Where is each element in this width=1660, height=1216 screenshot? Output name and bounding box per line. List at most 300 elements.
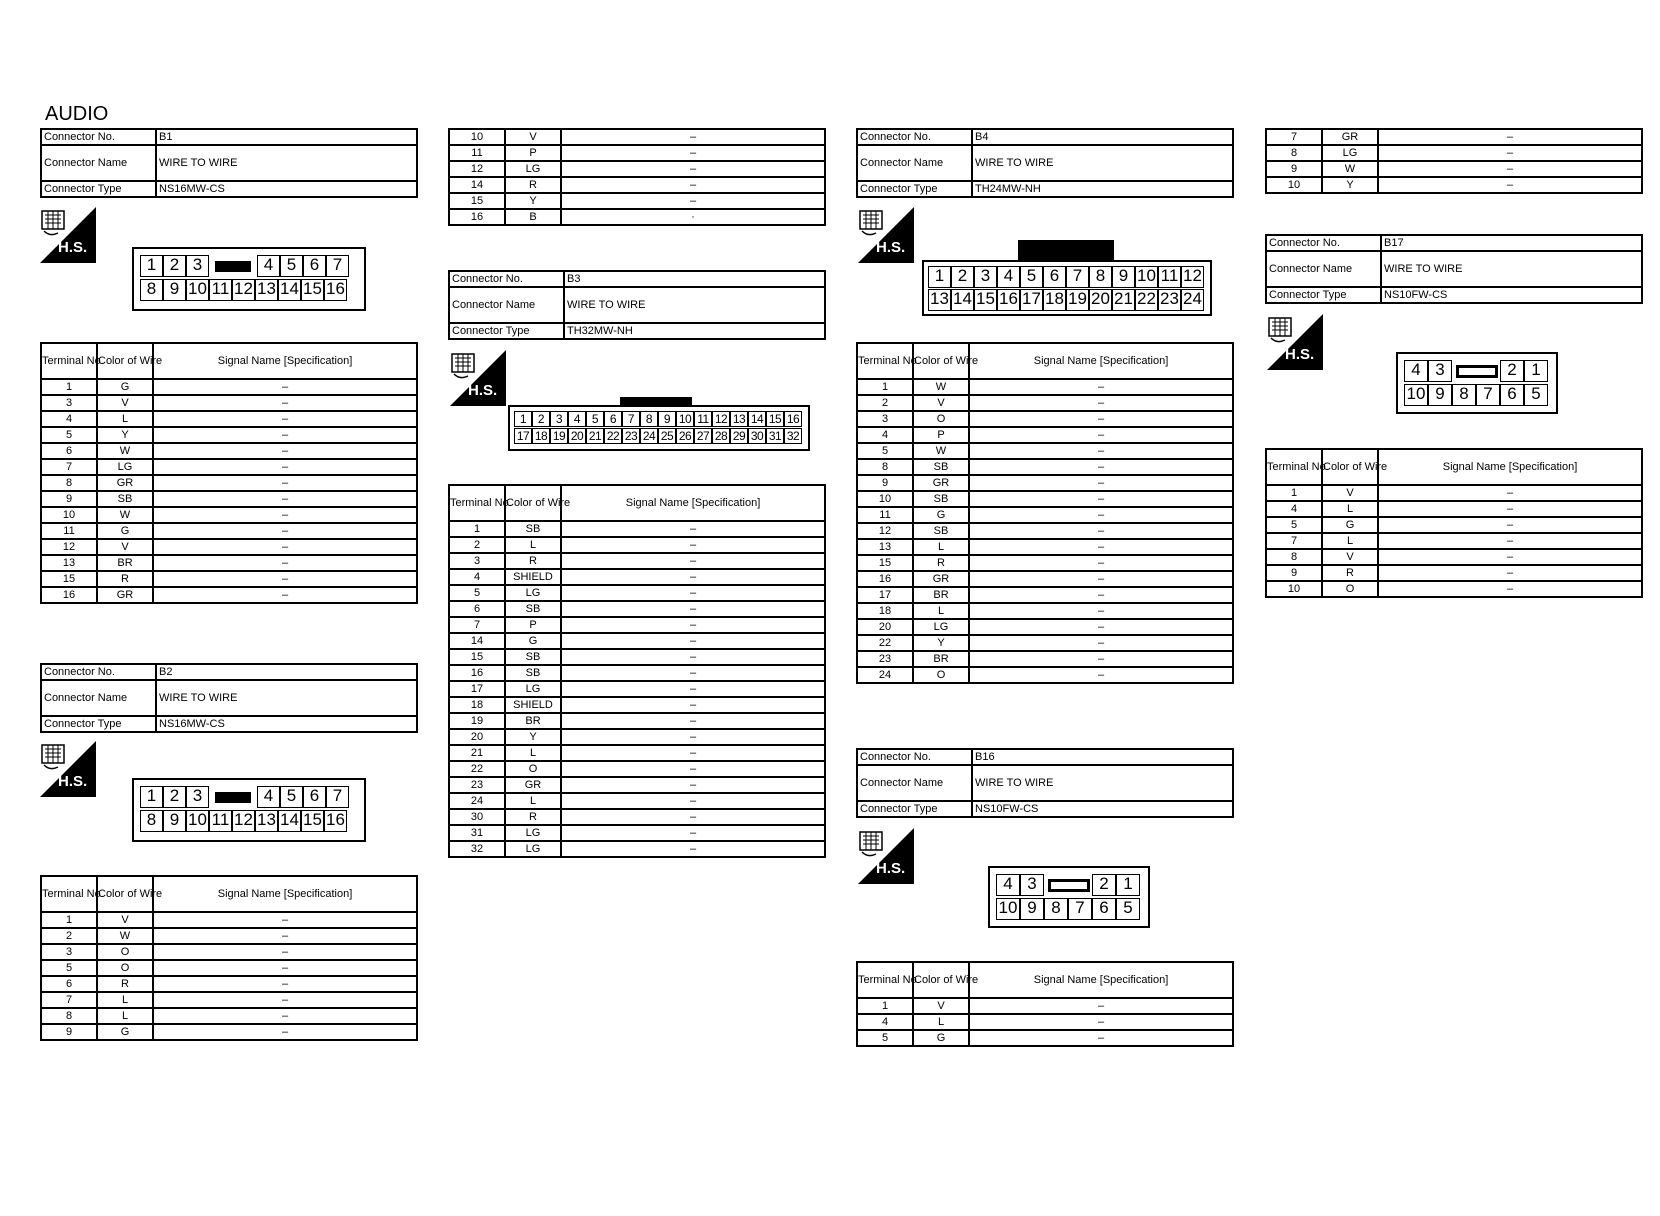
header-terminal-no: Terminal No. bbox=[449, 485, 505, 521]
hs-badge-text: H.S. bbox=[58, 239, 88, 256]
cavity-label: 6 bbox=[303, 255, 326, 277]
header-terminal-no: Terminal No. bbox=[41, 343, 97, 379]
header-color-of-wire: Color of Wire bbox=[1322, 449, 1378, 485]
cavity-label: 2 bbox=[532, 411, 550, 427]
connector-type-value: TH32MW-NH bbox=[564, 323, 825, 339]
key-block bbox=[215, 261, 251, 272]
wire-color: L bbox=[913, 1014, 969, 1030]
signal-name: – bbox=[1378, 517, 1642, 533]
terminal-table bbox=[40, 875, 418, 1041]
key-slot bbox=[1456, 365, 1498, 378]
key-hood bbox=[620, 397, 692, 407]
table-header-row bbox=[41, 343, 417, 379]
cavity-label: 19 bbox=[550, 428, 568, 444]
signal-name: – bbox=[969, 507, 1233, 523]
table-row bbox=[857, 619, 1233, 635]
wire-color: SB bbox=[505, 649, 561, 665]
wire-color: R bbox=[97, 571, 153, 587]
label-connector-no: Connector No. bbox=[857, 129, 972, 145]
wire-color: G bbox=[97, 523, 153, 539]
signal-name: – bbox=[153, 555, 417, 571]
cavity-label: 17 bbox=[514, 428, 532, 444]
terminal-no: 13 bbox=[41, 555, 97, 571]
label-connector-name: Connector Name bbox=[857, 145, 972, 181]
wire-color: V bbox=[1322, 549, 1378, 565]
wire-color: SHIELD bbox=[505, 697, 561, 713]
wire-color: G bbox=[913, 1030, 969, 1046]
wire-color: SB bbox=[913, 459, 969, 475]
table-row bbox=[449, 145, 825, 161]
terminal-no: 6 bbox=[41, 976, 97, 992]
terminal-no: 16 bbox=[41, 587, 97, 603]
table-row bbox=[857, 427, 1233, 443]
terminal-no: 3 bbox=[41, 395, 97, 411]
cavity-label: 11 bbox=[1158, 266, 1181, 288]
label-connector-type: Connector Type bbox=[41, 181, 156, 197]
terminal-table bbox=[856, 342, 1234, 684]
table-row bbox=[1266, 145, 1642, 161]
cavity-label: 18 bbox=[1043, 289, 1066, 311]
header-color-of-wire: Color of Wire bbox=[913, 962, 969, 998]
terminal-no: 1 bbox=[449, 521, 505, 537]
label-connector-name: Connector Name bbox=[857, 765, 972, 801]
cavity-label: 11 bbox=[209, 810, 232, 832]
cavity-label: 1 bbox=[140, 255, 163, 277]
signal-name: – bbox=[561, 161, 825, 177]
table-row bbox=[41, 992, 417, 1008]
cavity-label: 28 bbox=[712, 428, 730, 444]
wire-color: LG bbox=[505, 585, 561, 601]
table-row bbox=[449, 553, 825, 569]
terminal-no: 9 bbox=[41, 491, 97, 507]
table-row bbox=[1266, 517, 1642, 533]
signal-name: – bbox=[969, 379, 1233, 395]
terminal-no: 14 bbox=[449, 177, 505, 193]
signal-name: – bbox=[1378, 161, 1642, 177]
terminal-no: 22 bbox=[449, 761, 505, 777]
terminal-no: 20 bbox=[857, 619, 913, 635]
wire-color: O bbox=[97, 944, 153, 960]
terminal-no: 1 bbox=[41, 379, 97, 395]
table-row bbox=[1266, 161, 1642, 177]
label-connector-no: Connector No. bbox=[1266, 235, 1381, 251]
cavity-label: 10 bbox=[996, 898, 1020, 920]
cavity-label: 4 bbox=[257, 255, 280, 277]
signal-name: – bbox=[969, 619, 1233, 635]
signal-name: – bbox=[561, 521, 825, 537]
terminal-no: 17 bbox=[449, 681, 505, 697]
wire-color: SB bbox=[505, 601, 561, 617]
cavity-label: 32 bbox=[784, 428, 802, 444]
table-row bbox=[857, 443, 1233, 459]
signal-name: – bbox=[969, 667, 1233, 683]
terminal-no: 3 bbox=[857, 411, 913, 427]
wire-color: Y bbox=[505, 193, 561, 209]
terminal-no: 32 bbox=[449, 841, 505, 857]
table-row bbox=[857, 395, 1233, 411]
table-row bbox=[857, 555, 1233, 571]
signal-name: – bbox=[969, 998, 1233, 1014]
signal-name: – bbox=[561, 553, 825, 569]
signal-name: – bbox=[153, 523, 417, 539]
table-row bbox=[449, 521, 825, 537]
connector-b4-info bbox=[856, 128, 1234, 198]
signal-name: – bbox=[153, 395, 417, 411]
label-connector-no: Connector No. bbox=[449, 271, 564, 287]
terminal-no: 15 bbox=[41, 571, 97, 587]
connector-type-value: NS10FW-CS bbox=[972, 801, 1233, 817]
table-row bbox=[449, 745, 825, 761]
table-row bbox=[41, 539, 417, 555]
wire-color: V bbox=[913, 395, 969, 411]
terminal-no: 13 bbox=[857, 539, 913, 555]
cavity-label: 21 bbox=[1112, 289, 1135, 311]
terminal-no: 20 bbox=[449, 729, 505, 745]
wire-color: L bbox=[505, 745, 561, 761]
cavity-label: 9 bbox=[1020, 898, 1044, 920]
signal-name: – bbox=[153, 571, 417, 587]
cavity-label: 15 bbox=[974, 289, 997, 311]
terminal-no: 14 bbox=[449, 633, 505, 649]
cavity-label: 20 bbox=[568, 428, 586, 444]
terminal-no: 15 bbox=[449, 193, 505, 209]
wire-color: LG bbox=[97, 459, 153, 475]
table-row bbox=[857, 603, 1233, 619]
header-signal-name: Signal Name [Specification] bbox=[969, 343, 1233, 379]
terminal-no: 12 bbox=[857, 523, 913, 539]
connector-no-value: B4 bbox=[972, 129, 1233, 145]
wire-color: SB bbox=[97, 491, 153, 507]
header-color-of-wire: Color of Wire bbox=[913, 343, 969, 379]
cavity-label: 13 bbox=[255, 810, 278, 832]
cavity-label: 9 bbox=[1112, 266, 1135, 288]
terminal-no: 3 bbox=[449, 553, 505, 569]
cavity-label: 1 bbox=[1524, 360, 1548, 382]
wire-color: LG bbox=[505, 681, 561, 697]
wire-color: V bbox=[97, 395, 153, 411]
terminal-no: 5 bbox=[857, 1030, 913, 1046]
signal-name: – bbox=[969, 1014, 1233, 1030]
signal-name: – bbox=[561, 601, 825, 617]
table-row bbox=[449, 649, 825, 665]
terminal-no: 10 bbox=[449, 129, 505, 145]
terminal-table-b2-continued bbox=[448, 128, 826, 226]
wire-color: P bbox=[913, 427, 969, 443]
cavity-label: 10 bbox=[186, 810, 209, 832]
terminal-no: 11 bbox=[857, 507, 913, 523]
wire-color: R bbox=[1322, 565, 1378, 581]
terminal-no: 24 bbox=[857, 667, 913, 683]
table-row bbox=[41, 395, 417, 411]
cavity-label: 7 bbox=[1066, 266, 1089, 288]
signal-name: – bbox=[561, 681, 825, 697]
terminal-table-b2 bbox=[40, 875, 418, 1041]
table-row bbox=[41, 443, 417, 459]
wire-color: V bbox=[97, 539, 153, 555]
signal-name: – bbox=[1378, 485, 1642, 501]
cavity-label: 9 bbox=[658, 411, 676, 427]
wire-color: GR bbox=[97, 475, 153, 491]
cavity-label: 1 bbox=[1116, 874, 1140, 896]
table-row bbox=[41, 571, 417, 587]
cavity-label: 20 bbox=[1089, 289, 1112, 311]
signal-name: – bbox=[561, 193, 825, 209]
connector-type-value: NS16MW-CS bbox=[156, 181, 417, 197]
table-row bbox=[41, 411, 417, 427]
wire-color: O bbox=[1322, 581, 1378, 597]
cavity-label: 9 bbox=[1428, 384, 1452, 406]
table-row bbox=[41, 459, 417, 475]
wire-color: L bbox=[1322, 501, 1378, 517]
terminal-no: 5 bbox=[857, 443, 913, 459]
cavity-label: 15 bbox=[766, 411, 784, 427]
connector-face-b3 bbox=[508, 405, 810, 451]
table-row bbox=[449, 209, 825, 225]
cavity-label: 30 bbox=[748, 428, 766, 444]
terminal-no: 7 bbox=[41, 992, 97, 1008]
table-row bbox=[449, 777, 825, 793]
label-connector-type: Connector Type bbox=[857, 801, 972, 817]
table-row bbox=[449, 129, 825, 145]
cavity-label: 4 bbox=[1404, 360, 1428, 382]
wire-color: P bbox=[505, 145, 561, 161]
header-signal-name: Signal Name [Specification] bbox=[153, 876, 417, 912]
table-header-row bbox=[857, 343, 1233, 379]
signal-name: – bbox=[969, 587, 1233, 603]
table-row bbox=[449, 161, 825, 177]
signal-name: – bbox=[153, 960, 417, 976]
connector-no-value: B1 bbox=[156, 129, 417, 145]
wire-color: R bbox=[505, 553, 561, 569]
cavity-label: 22 bbox=[1135, 289, 1158, 311]
signal-name: – bbox=[561, 809, 825, 825]
table-row bbox=[449, 633, 825, 649]
wire-color: GR bbox=[913, 475, 969, 491]
cavity-label: 25 bbox=[658, 428, 676, 444]
connector-type-value: NS16MW-CS bbox=[156, 716, 417, 732]
cavity-label: 4 bbox=[568, 411, 586, 427]
hs-badge-text: H.S. bbox=[876, 860, 906, 877]
connector-b3-info bbox=[448, 270, 826, 340]
connector-no-value: B17 bbox=[1381, 235, 1642, 251]
signal-name: – bbox=[969, 539, 1233, 555]
table-row bbox=[449, 601, 825, 617]
cavity-label: 3 bbox=[974, 266, 997, 288]
terminal-no: 8 bbox=[1266, 145, 1322, 161]
signal-name: – bbox=[153, 379, 417, 395]
terminal-no: 2 bbox=[41, 928, 97, 944]
table-row bbox=[1266, 565, 1642, 581]
wire-color: SB bbox=[505, 665, 561, 681]
signal-name: – bbox=[969, 1030, 1233, 1046]
connector-b1-info bbox=[40, 128, 418, 198]
wire-color: L bbox=[97, 1008, 153, 1024]
label-connector-name: Connector Name bbox=[41, 680, 156, 716]
wire-color: SB bbox=[913, 491, 969, 507]
terminal-no: 24 bbox=[449, 793, 505, 809]
wire-color: LG bbox=[505, 841, 561, 857]
signal-name: – bbox=[153, 1008, 417, 1024]
cavity-label: 3 bbox=[186, 786, 209, 808]
wire-color: V bbox=[913, 998, 969, 1014]
table-row bbox=[41, 944, 417, 960]
table-row bbox=[449, 793, 825, 809]
table-row bbox=[449, 841, 825, 857]
cavity-label: 5 bbox=[280, 786, 303, 808]
signal-name: – bbox=[561, 585, 825, 601]
terminal-no: 4 bbox=[857, 1014, 913, 1030]
cavity-label: 8 bbox=[140, 810, 163, 832]
signal-name: – bbox=[1378, 581, 1642, 597]
cavity-label: 13 bbox=[928, 289, 951, 311]
signal-name: – bbox=[561, 633, 825, 649]
terminal-no: 1 bbox=[857, 998, 913, 1014]
table-row bbox=[449, 713, 825, 729]
wire-color: GR bbox=[913, 571, 969, 587]
cavity-label: 9 bbox=[163, 279, 186, 301]
signal-name: – bbox=[561, 569, 825, 585]
label-connector-type: Connector Type bbox=[41, 716, 156, 732]
terminal-no: 4 bbox=[1266, 501, 1322, 517]
hs-badge-b2 bbox=[40, 741, 96, 797]
terminal-no: 8 bbox=[41, 475, 97, 491]
cavity-label: 18 bbox=[532, 428, 550, 444]
terminal-no: 19 bbox=[449, 713, 505, 729]
wire-color: O bbox=[505, 761, 561, 777]
connector-type-value: TH24MW-NH bbox=[972, 181, 1233, 197]
connector-face-b2 bbox=[132, 778, 366, 842]
terminal-no: 3 bbox=[41, 944, 97, 960]
terminal-no: 4 bbox=[41, 411, 97, 427]
hs-badge-text: H.S. bbox=[1285, 346, 1315, 363]
cavity-label: 13 bbox=[255, 279, 278, 301]
connector-name-value: WIRE TO WIRE bbox=[972, 145, 1233, 181]
signal-name: – bbox=[153, 443, 417, 459]
connector-b2-info bbox=[40, 663, 418, 733]
cavity-label: 4 bbox=[996, 874, 1020, 896]
table-row bbox=[857, 475, 1233, 491]
wire-color: V bbox=[97, 912, 153, 928]
terminal-no: 21 bbox=[449, 745, 505, 761]
wire-color: L bbox=[913, 539, 969, 555]
wire-color: BR bbox=[913, 651, 969, 667]
table-row bbox=[857, 998, 1233, 1014]
table-row bbox=[857, 651, 1233, 667]
connector-name-value: WIRE TO WIRE bbox=[564, 287, 825, 323]
page-title: AUDIO bbox=[45, 103, 109, 125]
cavity-label: 29 bbox=[730, 428, 748, 444]
cavity-label: 4 bbox=[257, 786, 280, 808]
cavity-label: 16 bbox=[324, 279, 347, 301]
table-row bbox=[449, 697, 825, 713]
terminal-no: 7 bbox=[41, 459, 97, 475]
wire-color: W bbox=[1322, 161, 1378, 177]
table-row bbox=[857, 379, 1233, 395]
table-row bbox=[41, 928, 417, 944]
hs-badge-b16 bbox=[858, 828, 914, 884]
signal-name: – bbox=[153, 928, 417, 944]
terminal-no: 22 bbox=[857, 635, 913, 651]
table-row bbox=[449, 537, 825, 553]
terminal-table-b16-continued bbox=[1265, 128, 1643, 194]
terminal-no: 9 bbox=[41, 1024, 97, 1040]
cavity-label: 17 bbox=[1020, 289, 1043, 311]
cavity-label: 1 bbox=[140, 786, 163, 808]
cavity-label: 1 bbox=[928, 266, 951, 288]
table-header-row bbox=[1266, 449, 1642, 485]
table-row bbox=[857, 1014, 1233, 1030]
terminal-no: 5 bbox=[41, 427, 97, 443]
cavity-label: 16 bbox=[997, 289, 1020, 311]
terminal-no: 10 bbox=[41, 507, 97, 523]
cavity-label: 2 bbox=[1092, 874, 1116, 896]
table-row bbox=[857, 635, 1233, 651]
terminal-table-b4 bbox=[856, 342, 1234, 684]
signal-name: – bbox=[561, 145, 825, 161]
signal-name: – bbox=[561, 665, 825, 681]
cavity-label: 7 bbox=[622, 411, 640, 427]
terminal-no: 9 bbox=[857, 475, 913, 491]
table-row bbox=[449, 825, 825, 841]
terminal-no: 4 bbox=[449, 569, 505, 585]
table-row bbox=[449, 761, 825, 777]
signal-name: – bbox=[561, 745, 825, 761]
cavity-label: 11 bbox=[694, 411, 712, 427]
cavity-label: 2 bbox=[163, 786, 186, 808]
signal-name: – bbox=[153, 912, 417, 928]
cavity-label: 15 bbox=[301, 810, 324, 832]
connector-name-value: WIRE TO WIRE bbox=[1381, 251, 1642, 287]
table-row bbox=[41, 912, 417, 928]
header-color-of-wire: Color of Wire bbox=[97, 876, 153, 912]
cavity-label: 3 bbox=[186, 255, 209, 277]
hs-badge-text: H.S. bbox=[468, 382, 498, 399]
signal-name: – bbox=[969, 523, 1233, 539]
cavity-label: 22 bbox=[604, 428, 622, 444]
signal-name: – bbox=[153, 427, 417, 443]
cavity-label: 12 bbox=[232, 279, 255, 301]
cavity-label: 8 bbox=[140, 279, 163, 301]
wire-color: GR bbox=[1322, 129, 1378, 145]
table-header-row bbox=[41, 876, 417, 912]
table-row bbox=[857, 667, 1233, 683]
wire-color: LG bbox=[505, 161, 561, 177]
wire-color: W bbox=[97, 928, 153, 944]
cavity-label: 9 bbox=[163, 810, 186, 832]
cavity-label: 2 bbox=[1500, 360, 1524, 382]
wire-color: G bbox=[505, 633, 561, 649]
connector-face-b16 bbox=[988, 866, 1150, 928]
cavity-label: 24 bbox=[1181, 289, 1204, 311]
key-block bbox=[215, 792, 251, 803]
signal-name: – bbox=[1378, 533, 1642, 549]
cavity-label: 6 bbox=[1500, 384, 1524, 406]
terminal-no: 23 bbox=[449, 777, 505, 793]
wire-color: W bbox=[913, 379, 969, 395]
signal-name: – bbox=[153, 459, 417, 475]
terminal-no: 2 bbox=[449, 537, 505, 553]
signal-name: · bbox=[561, 209, 825, 225]
cavity-label: 8 bbox=[1452, 384, 1476, 406]
table-row bbox=[41, 475, 417, 491]
terminal-no: 8 bbox=[1266, 549, 1322, 565]
terminal-table bbox=[1265, 128, 1643, 194]
signal-name: – bbox=[561, 777, 825, 793]
wire-color: LG bbox=[913, 619, 969, 635]
connector-no-value: B3 bbox=[564, 271, 825, 287]
cavity-label: 19 bbox=[1066, 289, 1089, 311]
header-signal-name: Signal Name [Specification] bbox=[1378, 449, 1642, 485]
